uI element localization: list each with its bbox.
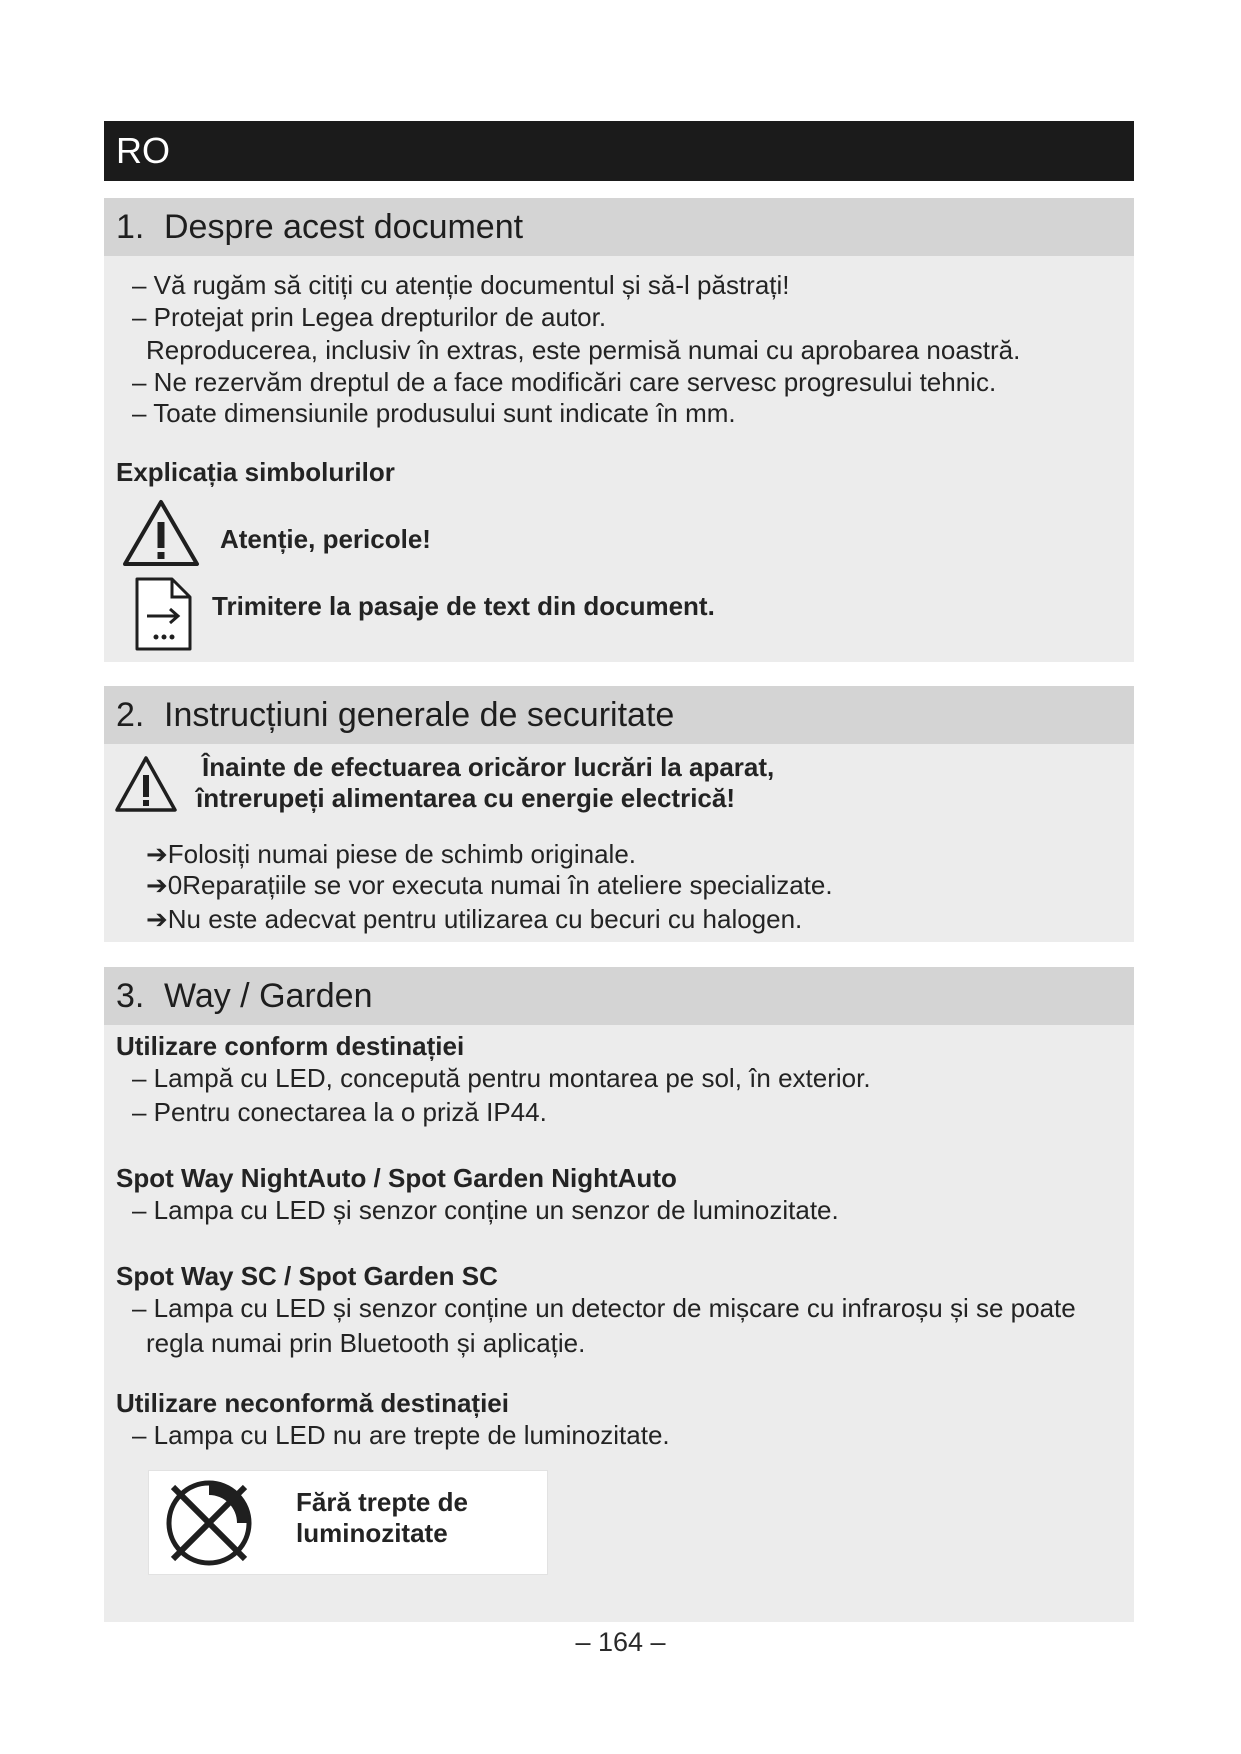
no-dimming-label: Fără trepte de: [296, 1487, 468, 1517]
symbol-reference-label: Trimitere la pasaje de text din document.: [212, 591, 715, 621]
language-code: RO: [116, 130, 170, 171]
safety-warning-line: întrerupeți alimentarea cu energie electrică!: [196, 783, 735, 813]
section-number: 1.: [116, 208, 145, 246]
nightauto-line: – Lampa cu LED și senzor conține un senzor de luminozitate.: [132, 1195, 839, 1225]
misuse-line: – Lampa cu LED nu are trepte de luminozitate.: [132, 1420, 670, 1450]
section-heading: [104, 198, 1134, 256]
warning-triangle-icon: [114, 754, 178, 814]
section-way-garden: [104, 967, 1134, 1622]
intended-use-line: – Pentru conectarea la o priză IP44.: [132, 1097, 547, 1127]
safety-bullet: ➔Folosiți numai piese de schimb originale.: [146, 839, 637, 869]
document-reference-icon: [134, 576, 194, 652]
section-heading: [104, 686, 1134, 744]
doc-note-line: Reproducerea, inclusiv în extras, este permisă numai cu aprobarea noastră.: [146, 335, 1021, 365]
language-header: [104, 121, 1134, 181]
intended-use-heading: Utilizare conform destinației: [116, 1031, 465, 1061]
page-number: – 164 –: [575, 1627, 666, 1657]
sc-line: – Lampa cu LED și senzor conține un detector de mișcare cu infraroșu și se poate: [132, 1293, 1076, 1323]
no-dimming-label: luminozitate: [296, 1518, 448, 1548]
no-dimming-icon: [163, 1477, 255, 1569]
section-heading: [104, 967, 1134, 1025]
sc-line: regla numai prin Bluetooth și aplicație.: [146, 1328, 586, 1358]
section-number: 3.: [116, 977, 145, 1015]
section-number: 2.: [116, 696, 145, 734]
section-about-document: [104, 198, 1134, 662]
doc-note-line: – Toate dimensiunile produsului sunt indicate în mm.: [132, 398, 736, 428]
section-title: Instrucțiuni generale de securitate: [164, 696, 675, 734]
doc-note-line: – Vă rugăm să citiți cu atenție documentul și să-l păstrați!: [132, 270, 790, 300]
safety-bullet: ➔0Reparațiile se vor executa numai în ateliere specializate.: [146, 870, 833, 900]
nightauto-heading: Spot Way NightAuto / Spot Garden NightAuto: [116, 1163, 677, 1193]
section-general-safety: [104, 686, 1134, 942]
safety-warning-line: Înainte de efectuarea oricăror lucrări la aparat,: [202, 752, 775, 782]
warning-triangle-icon: [122, 498, 200, 568]
section-title: Way / Garden: [164, 977, 373, 1015]
symbol-warning-label: Atenție, pericole!: [220, 524, 431, 554]
doc-note-line: – Ne rezervăm dreptul de a face modificări care servesc progresului tehnic.: [132, 367, 997, 397]
no-dimming-box: [148, 1470, 548, 1575]
doc-note-line: – Protejat prin Legea drepturilor de autor.: [132, 302, 607, 332]
sc-heading: Spot Way SC / Spot Garden SC: [116, 1261, 498, 1291]
section-title: Despre acest document: [164, 208, 524, 246]
safety-bullet: ➔Nu este adecvat pentru utilizarea cu becuri cu halogen.: [146, 904, 803, 934]
symbols-heading: Explicația simbolurilor: [116, 457, 395, 487]
misuse-heading: Utilizare neconformă destinației: [116, 1388, 509, 1418]
intended-use-line: – Lampă cu LED, concepută pentru montarea pe sol, în exterior.: [132, 1063, 871, 1093]
